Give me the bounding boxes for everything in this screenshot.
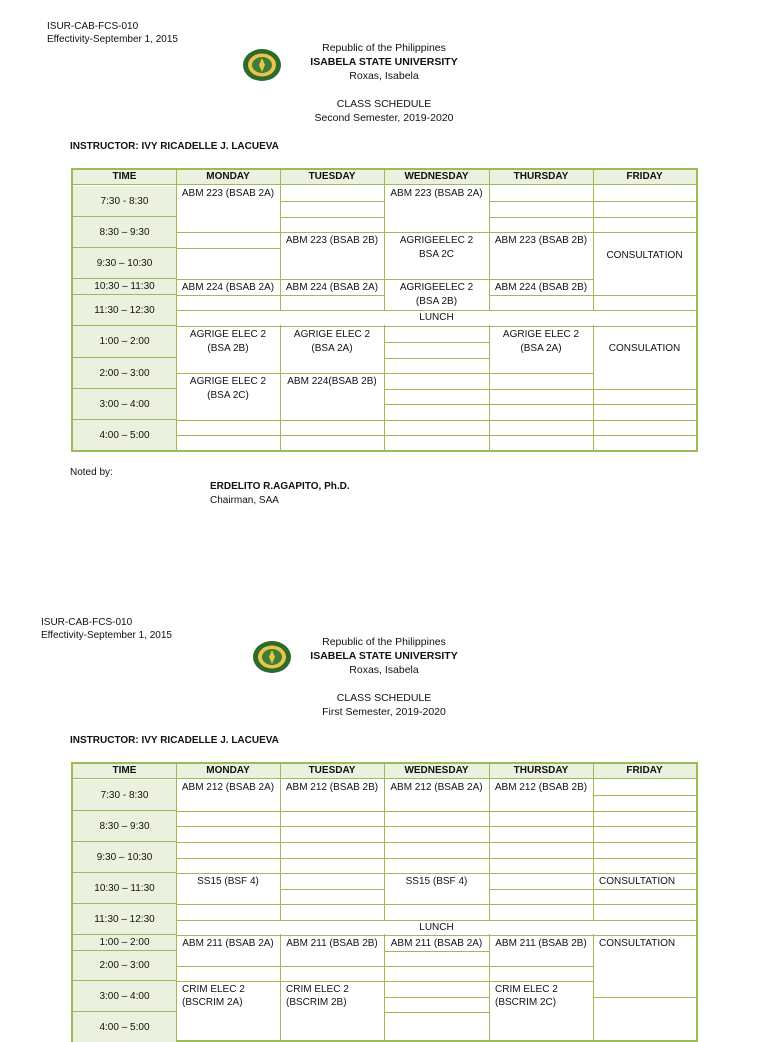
grid-line (593, 764, 594, 1040)
class-entry: AGRIGE ELEC 2 (491, 328, 591, 341)
grid-line (593, 997, 696, 998)
grid-line (489, 420, 593, 421)
grid-line (280, 873, 384, 874)
grid-line (384, 373, 489, 374)
class-entry: (BSCRIM 2A) (178, 996, 278, 1009)
class-entry: (BSA 2A) (491, 342, 591, 355)
grid-line (489, 904, 593, 905)
class-entry: ABM 212 (BSAB 2B) (282, 781, 382, 794)
grid-line (489, 170, 490, 450)
class-entry: ABM 224 (BSAB 2A) (282, 281, 382, 294)
schedule-table (71, 168, 698, 452)
grid-line (384, 420, 489, 421)
doc-title: CLASS SCHEDULE (336, 692, 432, 704)
grid-line (176, 373, 280, 374)
lunch-row: LUNCH (178, 311, 695, 325)
grid-line (593, 889, 696, 890)
grid-line (489, 966, 593, 967)
grid-line (384, 764, 385, 1040)
grid-line (384, 966, 489, 967)
instructor-name: INSTRUCTOR: IVY RICADELLE J. LACUEVA (70, 141, 279, 152)
header-wednesday: WEDNESDAY (404, 765, 469, 776)
grid-line (384, 811, 489, 812)
time-slot: 10:30 – 11:30 (73, 279, 176, 295)
grid-line (593, 842, 696, 843)
time-slot: 9:30 – 10:30 (73, 842, 176, 873)
grid-line (489, 326, 593, 327)
header-monday: MONDAY (206, 171, 250, 182)
grid-line (280, 279, 384, 280)
grid-line (384, 342, 489, 343)
class-entry: BSA 2C (386, 248, 487, 261)
grid-line (593, 326, 696, 327)
time-slot: 9:30 – 10:30 (73, 248, 176, 279)
consultation-entry: CONSULTATION (595, 249, 694, 262)
grid-line (593, 935, 696, 936)
grid-line (280, 420, 384, 421)
grid-line (280, 764, 281, 1040)
grid-line (280, 232, 384, 233)
header-tuesday: TUESDAY (308, 171, 356, 182)
class-entry: CRIM ELEC 2 (178, 983, 278, 996)
class-entry: ABM 224 (BSAB 2A) (178, 281, 278, 294)
grid-line (384, 858, 489, 859)
class-entry: ABM 212 (BSAB 2B) (491, 781, 591, 794)
grid-line (384, 873, 489, 874)
grid-line (489, 811, 593, 812)
grid-line (280, 811, 384, 812)
class-entry: SS15 (BSF 4) (178, 875, 278, 888)
grid-line (489, 201, 593, 202)
semester-text: First Semester, 2019-2020 (322, 706, 446, 718)
grid-line (489, 389, 593, 390)
grid-line (176, 279, 280, 280)
grid-line (280, 217, 384, 218)
class-entry: (BSA 2A) (282, 342, 382, 355)
class-entry: ABM 223 (BSAB 2A) (178, 187, 278, 200)
class-entry: (BSCRIM 2C) (491, 996, 591, 1009)
class-entry: ABM 211 (BSAB 2A) (386, 937, 487, 950)
time-slot: 8:30 – 9:30 (73, 811, 176, 842)
time-slot: 11:30 – 12:30 (73, 295, 176, 326)
effectivity: Effectivity-September 1, 2015 (41, 630, 172, 641)
grid-line (384, 358, 489, 359)
class-entry: SS15 (BSF 4) (386, 875, 487, 888)
header-time: TIME (112, 171, 137, 182)
grid-line (593, 873, 696, 874)
republic-text: Republic of the Philippines (322, 636, 446, 648)
class-entry: ABM 212 (BSAB 2A) (178, 781, 278, 794)
grid-line (280, 201, 384, 202)
consultation-entry: CONSULATION (595, 342, 694, 355)
grid-line (176, 935, 280, 936)
grid-line (593, 420, 696, 421)
grid-line (593, 217, 696, 218)
schedule-table (71, 762, 698, 1042)
effectivity: Effectivity-September 1, 2015 (47, 34, 178, 45)
grid-line (176, 295, 280, 296)
grid-line (176, 842, 280, 843)
grid-line (593, 170, 594, 450)
time-slot: 11:30 – 12:30 (73, 904, 176, 935)
time-slot: 7:30 - 8:30 (73, 780, 176, 811)
time-slot: 1:00 – 2:00 (73, 326, 176, 358)
grid-line (384, 951, 489, 952)
class-entry: ABM 211 (BSAB 2B) (282, 937, 382, 950)
header-time: TIME (112, 765, 137, 776)
grid-line (176, 232, 280, 233)
class-entry: ABM 224(BSAB 2B) (282, 375, 382, 388)
class-entry: ABM 223 (BSAB 2B) (491, 234, 591, 247)
class-entry: (BSA 2B) (178, 342, 278, 355)
grid-line (384, 326, 489, 327)
grid-line (280, 889, 384, 890)
consultation-entry: CONSULTATION (595, 875, 694, 888)
class-entry: (BSCRIM 2B) (282, 996, 382, 1009)
time-slot: 2:00 – 3:00 (73, 951, 176, 981)
class-entry: ABM 223 (BSAB 2B) (282, 234, 382, 247)
grid-line (176, 326, 280, 327)
header-block (0, 635, 768, 719)
university-name: ISABELA STATE UNIVERSITY (310, 56, 458, 68)
grid-line (489, 873, 593, 874)
header-wednesday: WEDNESDAY (404, 171, 469, 182)
grid-line (280, 826, 384, 827)
class-entry: ABM 211 (BSAB 2A) (178, 937, 278, 950)
class-entry: ABM 224 (BSAB 2B) (491, 281, 591, 294)
time-slot: 3:00 – 4:00 (73, 981, 176, 1012)
semester-text: Second Semester, 2019-2020 (314, 112, 454, 124)
signatory-name: ERDELITO R.AGAPITO, Ph.D. (210, 481, 350, 492)
grid-line (384, 981, 489, 982)
location-text: Roxas, Isabela (349, 70, 419, 82)
grid-line (176, 966, 280, 967)
signatory-title: Chairman, SAA (210, 495, 279, 506)
grid-line (280, 326, 384, 327)
grid-line (384, 842, 489, 843)
grid-line (593, 858, 696, 859)
grid-line (489, 935, 593, 936)
grid-line (176, 248, 280, 249)
grid-line (593, 811, 696, 812)
class-entry: CRIM ELEC 2 (282, 983, 382, 996)
time-slot: 3:00 – 4:00 (73, 389, 176, 420)
class-entry: AGRIGE ELEC 2 (178, 375, 278, 388)
grid-line (593, 232, 696, 233)
grid-line (280, 858, 384, 859)
grid-line (280, 373, 384, 374)
class-entry: AGRIGEELEC 2 (386, 234, 487, 247)
grid-line (384, 170, 385, 450)
grid-line (280, 904, 384, 905)
instructor-name: INSTRUCTOR: IVY RICADELLE J. LACUEVA (70, 735, 279, 746)
time-slot: 4:00 – 5:00 (73, 420, 176, 450)
grid-line (593, 904, 696, 905)
grid-line (489, 373, 593, 374)
consultation-entry: CONSULTATION (595, 937, 694, 950)
class-entry: AGRIGE ELEC 2 (178, 328, 278, 341)
lunch-row: LUNCH (178, 921, 695, 934)
grid-line (280, 170, 281, 450)
time-slot: 1:00 – 2:00 (73, 935, 176, 951)
grid-line (176, 904, 280, 905)
grid-line (593, 389, 696, 390)
grid-line (176, 420, 280, 421)
class-entry: ABM 212 (BSAB 2A) (386, 781, 487, 794)
header-thursday: THURSDAY (513, 765, 569, 776)
grid-line (489, 295, 593, 296)
time-slot: 8:30 – 9:30 (73, 217, 176, 248)
time-slot: 4:00 – 5:00 (73, 1012, 176, 1042)
class-entry: (BSA 2C) (178, 389, 278, 402)
grid-line (384, 826, 489, 827)
grid-line (176, 873, 280, 874)
grid-line (489, 981, 593, 982)
grid-line (176, 858, 280, 859)
doc-title: CLASS SCHEDULE (336, 98, 432, 110)
header-block (0, 41, 768, 125)
noted-by-label: Noted by: (70, 467, 113, 478)
grid-line (593, 295, 696, 296)
grid-line (280, 935, 384, 936)
grid-line (176, 826, 280, 827)
grid-line (489, 858, 593, 859)
grid-line (384, 1012, 489, 1013)
grid-line (593, 404, 696, 405)
grid-line (280, 435, 384, 436)
doc-code: ISUR-CAB-FCS-010 (41, 617, 133, 628)
grid-line (176, 435, 280, 436)
grid-line (489, 889, 593, 890)
header-friday: FRIDAY (626, 171, 663, 182)
university-name: ISABELA STATE UNIVERSITY (310, 650, 458, 662)
header-monday: MONDAY (206, 765, 250, 776)
class-entry: (BSA 2B) (386, 295, 487, 308)
grid-line (384, 279, 489, 280)
grid-line (593, 826, 696, 827)
grid-line (593, 201, 696, 202)
class-entry: CRIM ELEC 2 (491, 983, 591, 996)
grid-line (280, 966, 384, 967)
grid-line (489, 826, 593, 827)
grid-line (489, 404, 593, 405)
class-entry: AGRIGEELEC 2 (386, 281, 487, 294)
class-entry: ABM 211 (BSAB 2B) (491, 937, 591, 950)
schedule-page-first-semester (0, 596, 768, 1033)
grid-line (489, 217, 593, 218)
grid-line (384, 904, 489, 905)
header-friday: FRIDAY (626, 765, 663, 776)
grid-line (593, 435, 696, 436)
grid-line (384, 389, 489, 390)
grid-line (384, 404, 489, 405)
class-entry: AGRIGE ELEC 2 (282, 328, 382, 341)
time-slot: 2:00 – 3:00 (73, 358, 176, 389)
time-slot: 7:30 - 8:30 (73, 186, 176, 217)
grid-line (176, 981, 280, 982)
grid-line (384, 997, 489, 998)
grid-line (593, 795, 696, 796)
header-thursday: THURSDAY (513, 171, 569, 182)
grid-line (384, 232, 489, 233)
grid-line (176, 811, 280, 812)
grid-line (489, 764, 490, 1040)
grid-line (176, 764, 177, 1040)
header-tuesday: TUESDAY (308, 765, 356, 776)
signature-block (210, 480, 350, 508)
doc-code: ISUR-CAB-FCS-010 (47, 21, 139, 32)
location-text: Roxas, Isabela (349, 664, 419, 676)
grid-line (280, 295, 384, 296)
republic-text: Republic of the Philippines (322, 42, 446, 54)
grid-line (489, 279, 593, 280)
grid-line (280, 842, 384, 843)
grid-line (489, 842, 593, 843)
grid-line (176, 170, 177, 450)
grid-line (489, 435, 593, 436)
time-slot: 10:30 – 11:30 (73, 873, 176, 904)
grid-line (384, 935, 489, 936)
grid-line (280, 981, 384, 982)
grid-line (489, 232, 593, 233)
class-entry: ABM 223 (BSAB 2A) (386, 187, 487, 200)
grid-line (384, 435, 489, 436)
